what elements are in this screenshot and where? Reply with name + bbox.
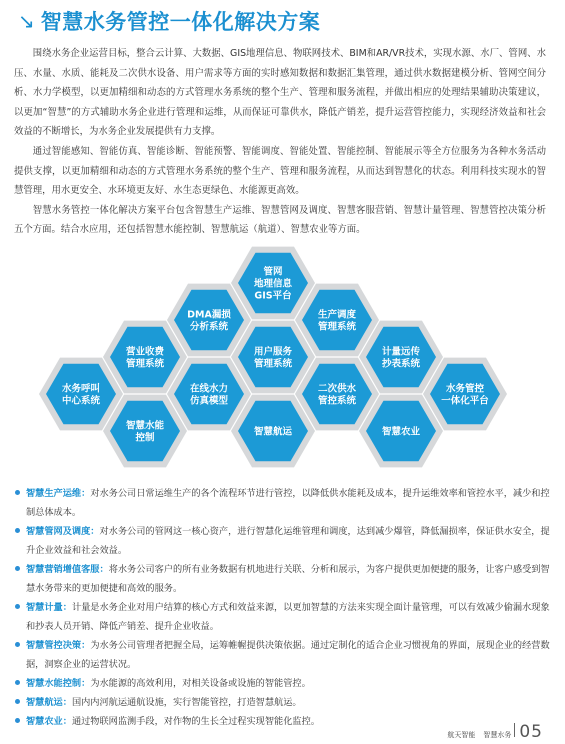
- bullet-dot-icon: [15, 680, 20, 685]
- hexagon-label: 二次供水: [317, 383, 357, 395]
- feature-term: 智慧营销增值客服：: [26, 564, 109, 575]
- hexagon-label: 分析系统: [189, 321, 229, 333]
- intro-paragraph-1: 围绕水务企业运营目标，整合云计算、大数据、GIS地理信息、物联网技术、BIM和AR/VR技术，实现水源、水厂、管网、水压、水量、水质、能耗及二次供水设备、用户需求等方面的实时感知数据和数据汇集管理，通过供水数据建模分析、管网空间分析、水力学模型，以更加精细和动态的方式管理水务系统的整个生产、管理和服务流程，并做出相应的处理结果辅助决策建议，以更加“智慧”的方式辅助水务企业进行管理和运维，从而保证可靠供水，降低产销差，提升运营管控能力，实现经济效益和社会效益的不断增长，为水务企业发展提供有力支撑。: [14, 48, 546, 138]
- bullet-dot-icon: [15, 566, 20, 571]
- hexagon-label: 用户服务: [253, 346, 293, 358]
- feature-description: 国内内河航运通航设施，实行智能管控，打造智慧航运。: [71, 697, 302, 708]
- feature-term: 智慧管控决策：: [26, 640, 91, 651]
- hexagon-label: 管理系统: [125, 358, 165, 370]
- feature-item: [14, 598, 552, 636]
- feature-term: 智慧航运：: [26, 697, 72, 708]
- feature-term: 智慧水能控制：: [26, 678, 91, 689]
- feature-description: 对水务公司日常运维生产的各个流程环节进行管控，以降低供水能耗及成本，提升运维效率和管控水平，减少和控制总体成本。: [26, 488, 550, 518]
- bullet-dot-icon: [15, 490, 20, 495]
- footer-brand: 航天智能: [447, 731, 476, 739]
- bullet-dot-icon: [15, 718, 20, 723]
- feature-description: 对水务公司的管网这一核心资产，进行智慧化运维管理和调度，达到减少爆管，降低漏损率，保证供水安全，提升企业效益和社会效益。: [26, 526, 550, 556]
- intro-section: [14, 44, 546, 240]
- hexagon-label: 在线水力: [189, 383, 229, 395]
- hexagon-label: 智慧农业: [381, 426, 421, 438]
- hexagon-label: 地理信息: [253, 278, 293, 290]
- system-hexagon-diagram: [30, 240, 530, 472]
- footer-section: 智慧水务: [483, 731, 512, 739]
- hexagon-label: 管控系统: [317, 395, 357, 407]
- hexagon-label: 管网: [263, 266, 283, 278]
- hexagon-label: 管理系统: [317, 321, 357, 333]
- intro-paragraph-2: 通过智能感知、智能仿真、智能诊断、智能预警、智能调度、智能处置、智能控制、智能展示等全方位服务为各种水务活动提供支撑，以更加精细和动态的方式管理水务系统的整个生产、管理和服务流程，从而达到智慧化的状态。利用科技实现水的智慧管理，用水更安全、水环境更友好、水生态更绿色、水能源更高效。: [14, 145, 546, 197]
- hexagon-label: 水务呼叫: [61, 383, 101, 395]
- feature-item: [14, 636, 552, 674]
- feature-item: [14, 560, 552, 598]
- feature-term: 智慧计量：: [26, 602, 72, 613]
- hexagon-label: 智慧水能: [125, 420, 165, 432]
- page-footer: [447, 722, 543, 742]
- bullet-dot-icon: [15, 604, 20, 609]
- bullet-dot-icon: [15, 528, 20, 533]
- feature-description: 计量是水务企业对用户结算的核心方式和效益来源，以更加智慧的方法来实现全面计量管理，可以有效减少偷漏水现象和抄表人员开销、降低产销差、提升企业收益。: [26, 602, 550, 632]
- title-text: 智慧水务管控一体化解决方案: [40, 10, 321, 34]
- hexagon-label: 控制: [135, 432, 155, 444]
- hexagon-label: 生产调度: [317, 309, 357, 321]
- hexagon-label: 中心系统: [61, 395, 101, 407]
- feature-item: [14, 693, 552, 712]
- bullet-dot-icon: [15, 699, 20, 704]
- feature-description: 将水务公司客户的所有业务数据有机地进行关联、分析和展示，为客户提供更加便捷的服务，让客户感受到智慧水务带来的更加便捷和高效的服务。: [26, 564, 550, 594]
- arrow-icon: ↘: [18, 9, 35, 33]
- hexagon-label: DMA漏损: [187, 309, 231, 321]
- hexagon-label: 抄表系统: [381, 358, 421, 370]
- hexagon-label: 一体化平台: [441, 395, 489, 407]
- page-number: 05: [519, 722, 543, 742]
- hexagon-label: 计量远传: [381, 346, 421, 358]
- hexagon-label: GIS平台: [254, 290, 292, 302]
- feature-item: [14, 674, 552, 693]
- hexagon-label: 水务管控: [445, 383, 485, 395]
- hexagon-label: 仿真模型: [189, 395, 229, 407]
- hexagon-label: 智慧航运: [253, 426, 293, 438]
- page-title: [18, 6, 320, 36]
- hexagon-label: 管理系统: [253, 358, 293, 370]
- feature-item: [14, 484, 552, 522]
- intro-paragraph-3: 智慧水务管控一体化解决方案平台包含智慧生产运维、智慧管网及调度、智慧客服营销、智慧计量管理、智慧管控决策分析五个方面。结合水应用，还包括智慧水能控制、智慧航运（航道）、智慧农业等方面。: [14, 204, 546, 236]
- feature-term: 智慧农业：: [26, 716, 72, 727]
- feature-list: [14, 484, 552, 731]
- feature-description: 通过物联网监测手段，对作物的生长全过程实现智能化监控。: [71, 716, 320, 727]
- feature-description: 为水务公司管理者把握全局，运筹帷幄提供决策依据。通过定制化的适合企业习惯视角的界面，展现企业的经营数据，洞察企业的运营状况。: [26, 640, 550, 670]
- feature-item: [14, 522, 552, 560]
- feature-description: 为水能源的高效利用，对相关设备或设施的智能管控。: [90, 678, 311, 689]
- hexagon-label: 营业收费: [125, 346, 165, 358]
- bullet-dot-icon: [15, 642, 20, 647]
- footer-divider: [514, 723, 515, 737]
- feature-term: 智慧管网及调度：: [26, 526, 100, 537]
- feature-term: 智慧生产运维：: [26, 488, 91, 499]
